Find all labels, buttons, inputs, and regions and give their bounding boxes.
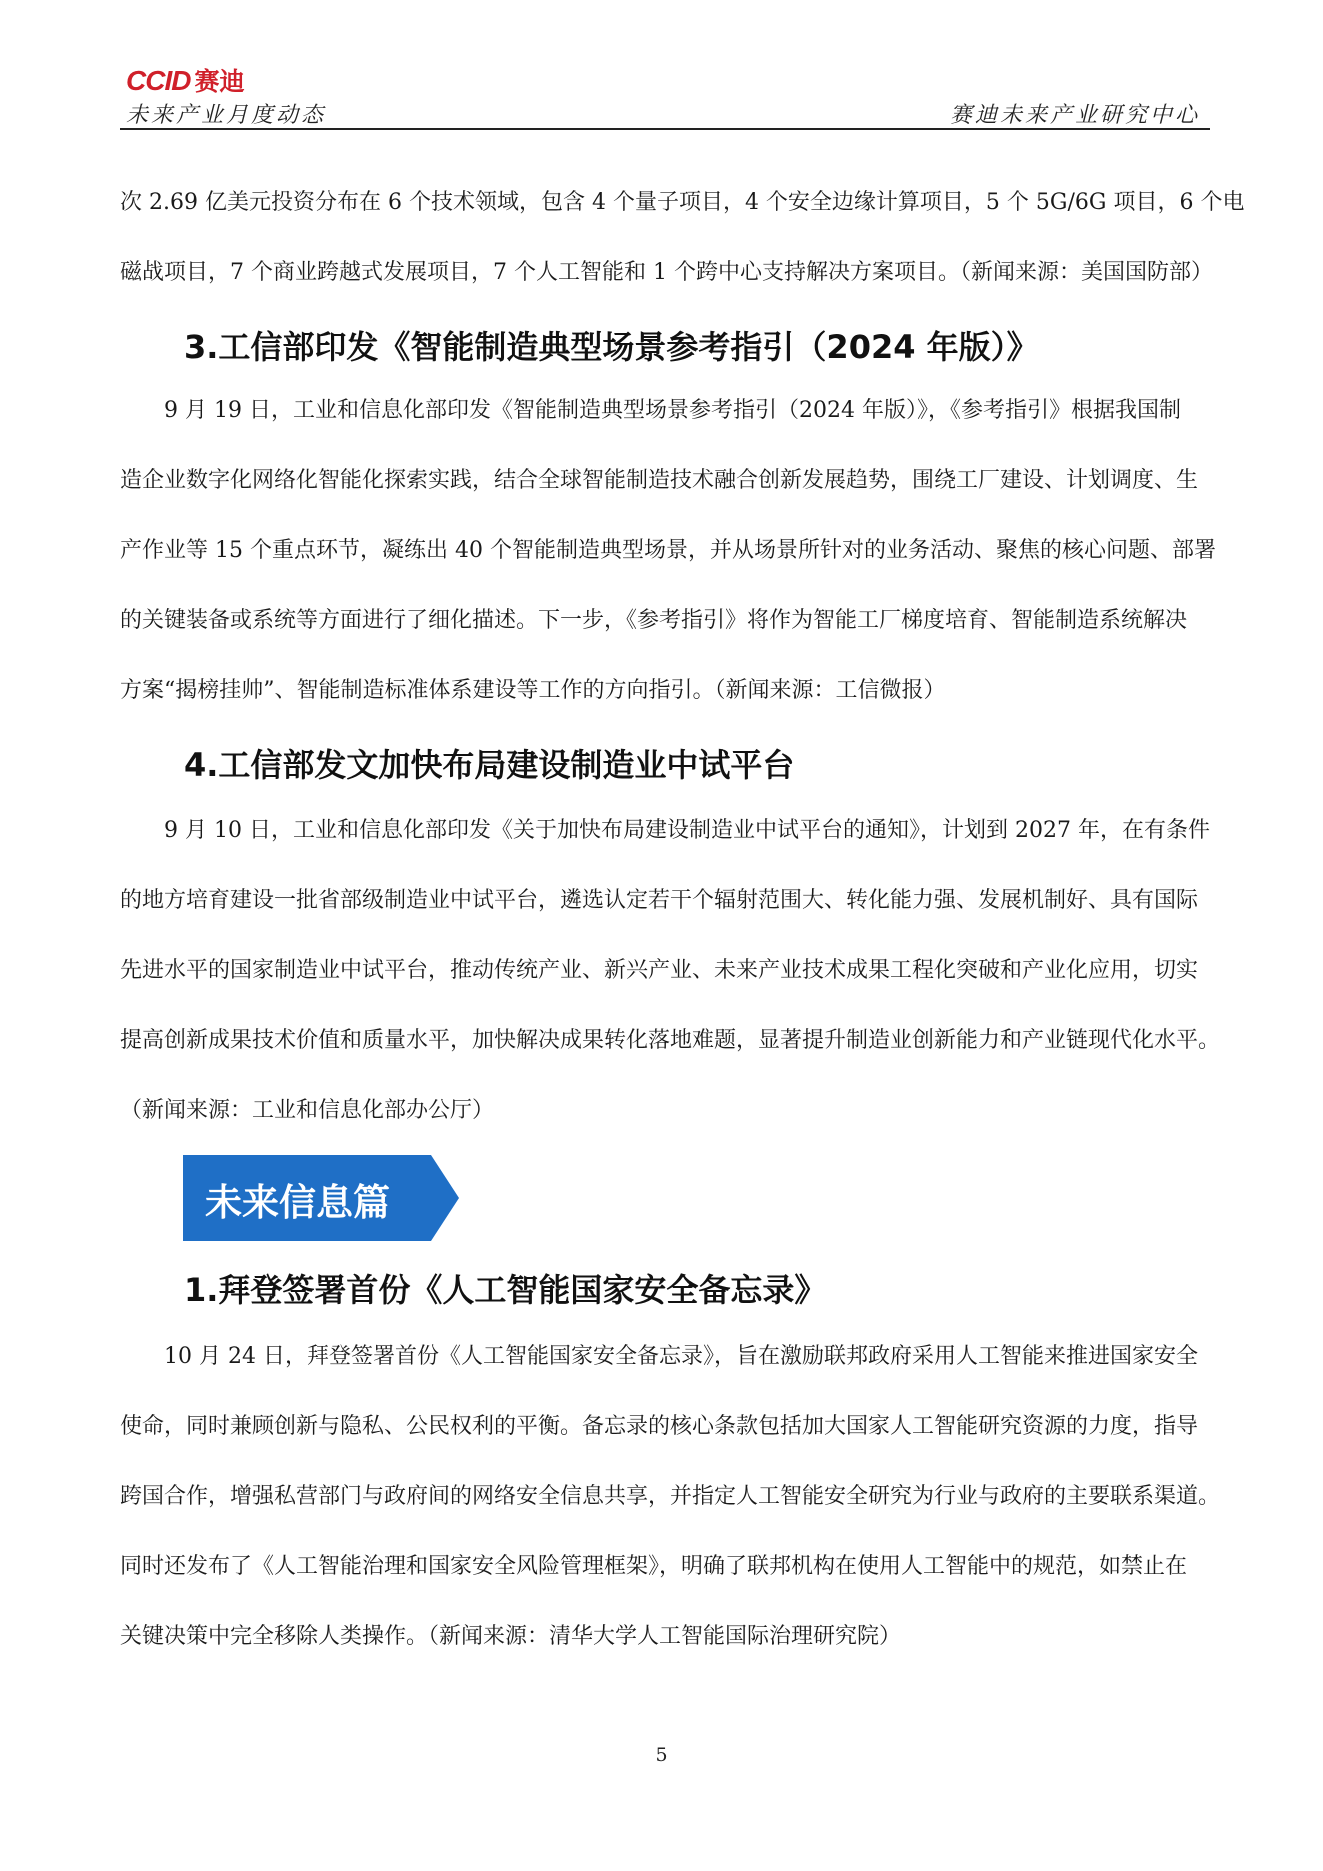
paragraph-line: 9 月 19 日，工业和信息化部印发《智能制造典型场景参考指引（2024 年版）》，《参考指引》根据我国制 bbox=[164, 398, 1181, 423]
page-number: 5 bbox=[655, 1744, 668, 1766]
paragraph-line: 产作业等 15 个重点环节，凝练出 40 个智能制造典型场景，并从场景所针对的业务活动、聚焦的核心问题、部署 bbox=[120, 538, 1216, 563]
section-heading-3: 3.工信部印发《智能制造典型场景参考指引（2024 年版）》 bbox=[184, 328, 1039, 366]
paragraph-line: 次 2.69 亿美元投资分布在 6 个技术领域，包含 4 个量子项目，4 个安全边缘计算项目，5 个 5G/6G 项目，6 个电 bbox=[120, 190, 1245, 215]
paragraph-line: 的关键装备或系统等方面进行了细化描述。下一步，《参考指引》将作为智能工厂梯度培育、智能制造系统解决 bbox=[120, 608, 1188, 633]
paragraph-line: 同时还发布了《人工智能治理和国家安全风险管理框架》，明确了联邦机构在使用人工智能中的规范，如禁止在 bbox=[120, 1554, 1188, 1579]
logo-cn: 赛迪 bbox=[194, 67, 245, 96]
paragraph-line: 造企业数字化网络化智能化探索实践，结合全球智能制造技术融合创新发展趋势，围绕工厂建设、计划调度、生 bbox=[120, 468, 1199, 493]
paragraph-line: 跨国合作，增强私营部门与政府间的网络安全信息共享，并指定人工智能安全研究为行业与政府的主要联系渠道。 bbox=[120, 1484, 1221, 1509]
page-header bbox=[120, 62, 1210, 132]
header-left-title: 未来产业月度动态 bbox=[126, 103, 327, 128]
paragraph-line: 9 月 10 日，工业和信息化部印发《关于加快布局建设制造业中试平台的通知》，计划到 2027 年，在有条件 bbox=[164, 818, 1210, 843]
paragraph-line: 的地方培育建设一批省部级制造业中试平台，遴选认定若干个辐射范围大、转化能力强、发展机制好、具有国际 bbox=[120, 888, 1199, 913]
paragraph-continued bbox=[120, 168, 1245, 308]
header-right-title: 赛迪未来产业研究中心 bbox=[949, 103, 1200, 128]
paragraph-line: 磁战项目，7 个商业跨越式发展项目，7 个人工智能和 1 个跨中心支持解决方案项目。（新闻来源：美国国防部） bbox=[120, 260, 1213, 285]
paragraph-line: （新闻来源：工业和信息化部办公厅） bbox=[120, 1098, 495, 1123]
paragraph-line: 先进水平的国家制造业中试平台，推动传统产业、新兴产业、未来产业技术成果工程化突破和产业化应用，切实 bbox=[120, 958, 1199, 983]
section-heading-future-1: 1.拜登签署首份《人工智能国家安全备忘录》 bbox=[184, 1271, 827, 1309]
paragraph-ai-memorandum bbox=[120, 1322, 1221, 1672]
paragraph-line: 关键决策中完全移除人类操作。（新闻来源：清华大学人工智能国际治理研究院） bbox=[120, 1624, 902, 1649]
paragraph-line: 提高创新成果技术价值和质量水平，加快解决成果转化落地难题，显著提升制造业创新能力和产业链现代化水平。 bbox=[120, 1028, 1221, 1053]
header-divider bbox=[120, 128, 1210, 130]
paragraph-line: 使命，同时兼顾创新与隐私、公民权利的平衡。备忘录的核心条款包括加大国家人工智能研究资源的力度，指导 bbox=[120, 1414, 1199, 1439]
paragraph-guideline bbox=[120, 376, 1216, 726]
paragraph-line: 方案“揭榜挂帅”、智能制造标准体系建设等工作的方向指引。（新闻来源：工信微报） bbox=[120, 678, 946, 703]
paragraph-pilot-platform bbox=[120, 796, 1221, 1146]
ccid-logo bbox=[126, 62, 244, 98]
paragraph-line: 10 月 24 日，拜登签署首份《人工智能国家安全备忘录》，旨在激励联邦政府采用人工智能来推进国家安全 bbox=[164, 1344, 1198, 1369]
banner-title: 未来信息篇 bbox=[205, 1181, 390, 1224]
logo-mark: CCID bbox=[126, 65, 191, 96]
section-heading-4: 4.工信部发文加快布局建设制造业中试平台 bbox=[184, 746, 795, 784]
